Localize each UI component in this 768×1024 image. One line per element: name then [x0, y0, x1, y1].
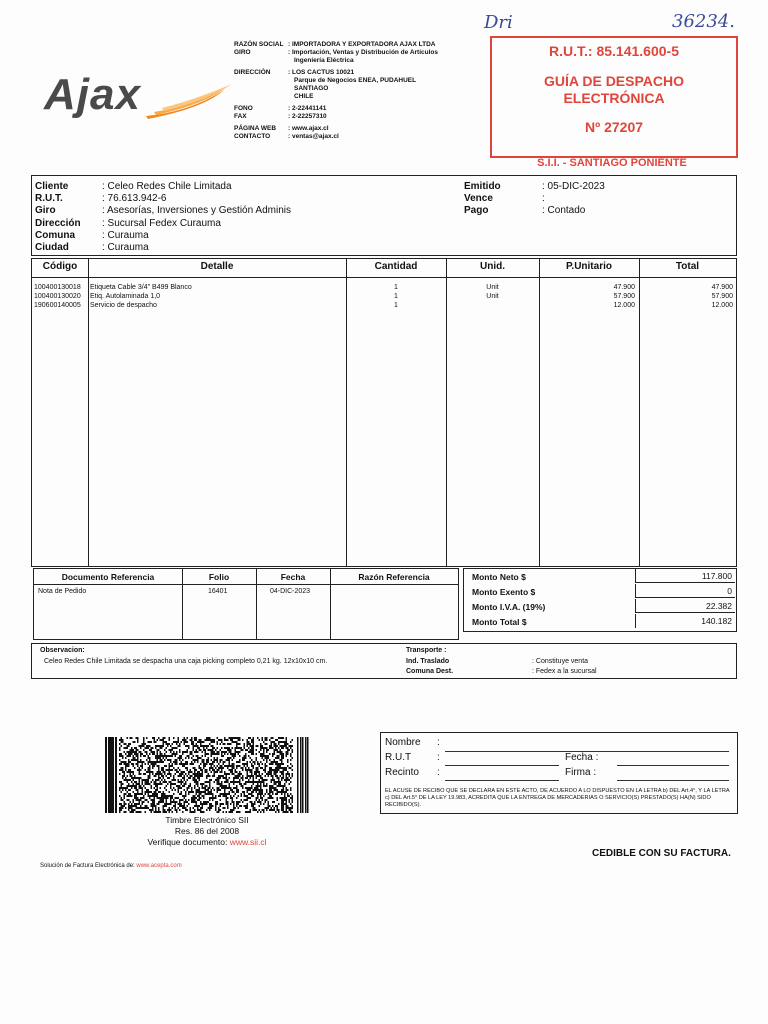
company-info-value: : 2-22257310	[288, 113, 327, 120]
company-info-key: CONTACTO	[234, 133, 271, 140]
col-fecha: Fecha	[280, 572, 306, 582]
ind-traslado-value: : Constituye venta	[532, 658, 589, 665]
col-folio: Folio	[208, 572, 230, 582]
item-detalle: Etiq. Autolaminada 1,0	[90, 293, 161, 300]
total-row-neto	[464, 569, 736, 584]
company-info-key: FAX	[234, 113, 247, 120]
client-box	[31, 175, 737, 256]
neto-label: Monto Neto $	[472, 572, 526, 582]
col-razon: Razón Referencia	[358, 572, 430, 582]
total-row-exento	[464, 584, 736, 599]
ref-fecha: 04-DIC-2023	[270, 588, 311, 595]
company-info-value: SANTIAGO	[294, 85, 329, 92]
vence-value: :	[542, 193, 545, 204]
company-info-row	[234, 57, 474, 65]
item-cantidad: 1	[394, 293, 398, 300]
company-info-value: : ventas@ajax.cl	[288, 133, 339, 140]
total-row-total	[464, 614, 736, 629]
company-info-key: FONO	[234, 105, 253, 112]
item-unid: Unit	[486, 293, 499, 300]
firma-line[interactable]	[617, 780, 729, 781]
company-info-row	[234, 113, 474, 121]
observacion-label: Observacion:	[40, 647, 85, 654]
doc-type-line-1: GUÍA DE DESPACHO	[543, 73, 684, 89]
acepta-link[interactable]: www.acepta.com	[136, 863, 182, 869]
iva-label: Monto I.V.A. (19%)	[472, 602, 546, 612]
timbre-barcode-icon	[105, 737, 309, 813]
items-table	[31, 258, 737, 567]
company-info-key	[234, 57, 288, 65]
company-info-value: : IMPORTADORA Y EXPORTADORA AJAX LTDA	[288, 41, 436, 48]
item-cantidad: 1	[394, 284, 398, 291]
col-doc-ref: Documento Referencia	[61, 572, 155, 582]
company-info-row	[234, 85, 474, 93]
direccion-value: : Sucursal Fedex Curauma	[102, 218, 221, 229]
recinto-line[interactable]	[445, 780, 559, 781]
col-codigo: Código	[42, 261, 78, 272]
company-info-key: GIRO	[234, 49, 251, 56]
item-codigo: 190600140005	[34, 302, 81, 309]
company-info-key: RAZÓN SOCIAL	[234, 41, 284, 48]
divider	[256, 569, 257, 639]
rut-line[interactable]	[445, 765, 559, 766]
total-label: Monto Total $	[472, 617, 527, 627]
sii-office: S.I.I. - SANTIAGO PONIENTE	[537, 157, 687, 169]
company-info-value: : Importación, Ventas y Distribución de Artículos	[288, 49, 439, 56]
legal-text: EL ACUSE DE RECIBO QUE SE DECLARA EN ESTE ACTO, DE ACUERDO A LO DISPUESTO EN LA LETRA b) DEL Art.4°, Y LA LETRA c) DEL Art.5° DE LA LEY 19.983, ACREDITA QUE LA ENTREGA DE MERCADERIAS O SERVICIO(S) PRESTADO(S) HA(N) SIDO RECIBIDO(S).	[385, 788, 730, 808]
totals-box	[463, 568, 737, 632]
divider	[330, 569, 331, 639]
ref-folio: 16401	[208, 588, 228, 595]
nombre-colon: :	[437, 737, 440, 748]
company-info-row	[234, 133, 474, 141]
company-info-row	[234, 69, 474, 77]
timbre-line-2: Res. 86 del 2008	[174, 826, 240, 836]
nombre-label: Nombre	[385, 737, 421, 748]
rut-label: R.U.T.	[35, 193, 63, 204]
item-cantidad: 1	[394, 302, 398, 309]
company-info-value: : 2-22441141	[288, 105, 327, 112]
company-info-row	[234, 41, 474, 49]
col-cantidad: Cantidad	[374, 261, 418, 272]
company-info-key	[234, 77, 288, 85]
timbre-text	[105, 815, 309, 848]
neto-value: 117.800	[635, 569, 735, 583]
company-info-key: PÁGINA WEB	[234, 125, 277, 132]
comuna-dest-label: Comuna Dest.	[406, 668, 454, 675]
issuer-rut: R.U.T.: 85.141.600-5	[549, 43, 679, 59]
item-unid: Unit	[486, 284, 499, 291]
recinto-colon: :	[437, 767, 440, 778]
comuna-dest-value: : Fedex a la sucursal	[532, 668, 597, 675]
company-info-key: DIRECCIÓN	[234, 69, 271, 76]
company-info-value: CHILE	[294, 93, 314, 100]
items-header	[32, 259, 736, 278]
reference-header	[34, 569, 458, 585]
cliente-label: Cliente	[35, 181, 69, 192]
timbre-line-1: Timbre Electrónico SII	[165, 815, 249, 825]
company-info-value: : LOS CACTUS 10021	[288, 69, 355, 76]
recinto-label: Recinto	[385, 767, 419, 778]
emitido-label: Emitido	[464, 181, 501, 192]
company-info-row	[234, 93, 474, 101]
company-info-key	[234, 85, 288, 93]
ciudad-value: : Curauma	[102, 242, 149, 253]
company-info-value: Parque de Negocios ENEA, PUDAHUEL	[294, 77, 417, 84]
comuna-value: : Curauma	[102, 230, 149, 241]
fecha-line[interactable]	[617, 765, 729, 766]
sii-link[interactable]: www.sii.cl	[229, 837, 267, 847]
company-info-value: Ingeniería Eléctrica	[294, 57, 354, 64]
handwritten-note: Dri	[484, 12, 513, 33]
direccion-label: Dirección	[35, 218, 81, 229]
item-punitario: 12.000	[613, 302, 635, 309]
acepta-credit: Solución de Factura Electrónica de: www.acepta.com	[40, 863, 182, 869]
giro-label: Giro	[35, 205, 56, 216]
company-info	[234, 41, 474, 141]
iva-value: 22.382	[635, 599, 735, 613]
col-punitario: P.Unitario	[566, 261, 612, 272]
pago-label: Pago	[464, 205, 489, 216]
handwritten-number: 36234.	[672, 11, 735, 32]
pago-value: : Contado	[542, 205, 586, 216]
acuse-recibo-box	[380, 732, 738, 814]
giro-value: : Asesorías, Inversiones y Gestión Adminis	[102, 205, 291, 216]
fecha-sign-label: Fecha :	[565, 752, 599, 763]
ciudad-label: Ciudad	[35, 242, 69, 253]
item-codigo: 100400130020	[34, 293, 81, 300]
company-info-key	[234, 93, 288, 101]
rut-colon: :	[437, 752, 440, 763]
divider	[88, 259, 89, 566]
col-total: Total	[675, 261, 700, 272]
company-info-row	[234, 77, 474, 85]
cliente-value: : Celeo Redes Chile Limitada	[102, 181, 232, 192]
doc-number: Nº 27207	[584, 119, 644, 135]
observacion-box	[31, 643, 737, 679]
exento-value: 0	[635, 584, 735, 598]
company-info-row	[234, 105, 474, 113]
col-unid: Unid.	[480, 261, 505, 272]
item-punitario: 57.900	[613, 293, 635, 300]
timbre-line-3: Verifique documento: www.sii.cl	[147, 837, 267, 847]
item-punitario: 47.900	[613, 284, 635, 291]
exento-label: Monto Exento $	[472, 587, 536, 597]
doc-type-line-2: ELECTRÓNICA	[563, 90, 665, 106]
item-detalle: Servicio de despacho	[90, 302, 157, 309]
rut-value: : 76.613.942-6	[102, 193, 167, 204]
company-info-value: : www.ajax.cl	[288, 125, 329, 132]
observacion-text: Celeo Redes Chile Limitada se despacha una caja picking completo 0,21 kg. 12x10x10 cm.	[44, 658, 328, 665]
item-total: 47.900	[711, 284, 733, 291]
rut-sign-label: R.U.T	[385, 752, 412, 763]
total-value: 140.182	[635, 614, 735, 628]
vence-label: Vence	[464, 193, 493, 204]
item-detalle: Etiqueta Cable 3/4" B499 Blanco	[90, 284, 192, 291]
emitido-value: : 05-DIC-2023	[542, 181, 605, 192]
rut-box	[490, 36, 738, 158]
item-codigo: 100400130018	[34, 284, 81, 291]
item-total: 12.000	[711, 302, 733, 309]
total-row-iva	[464, 599, 736, 614]
logo-text: Ajax	[44, 70, 141, 119]
item-total: 57.900	[711, 293, 733, 300]
reference-table	[33, 568, 459, 640]
firma-label: Firma :	[565, 767, 597, 778]
comuna-label: Comuna	[35, 230, 75, 241]
ref-doc: Nota de Pedido	[38, 588, 87, 595]
col-detalle: Detalle	[200, 261, 234, 272]
divider	[182, 569, 183, 639]
cedible-notice: CEDIBLE CON SU FACTURA.	[592, 848, 731, 859]
divider	[446, 259, 447, 566]
company-info-row	[234, 125, 474, 133]
logo-swoosh-icon	[144, 82, 234, 122]
ajax-logo	[44, 70, 234, 120]
company-info-row	[234, 49, 474, 57]
ind-traslado-label: Ind. Traslado	[406, 658, 450, 665]
transporte-label: Transporte :	[406, 647, 447, 654]
